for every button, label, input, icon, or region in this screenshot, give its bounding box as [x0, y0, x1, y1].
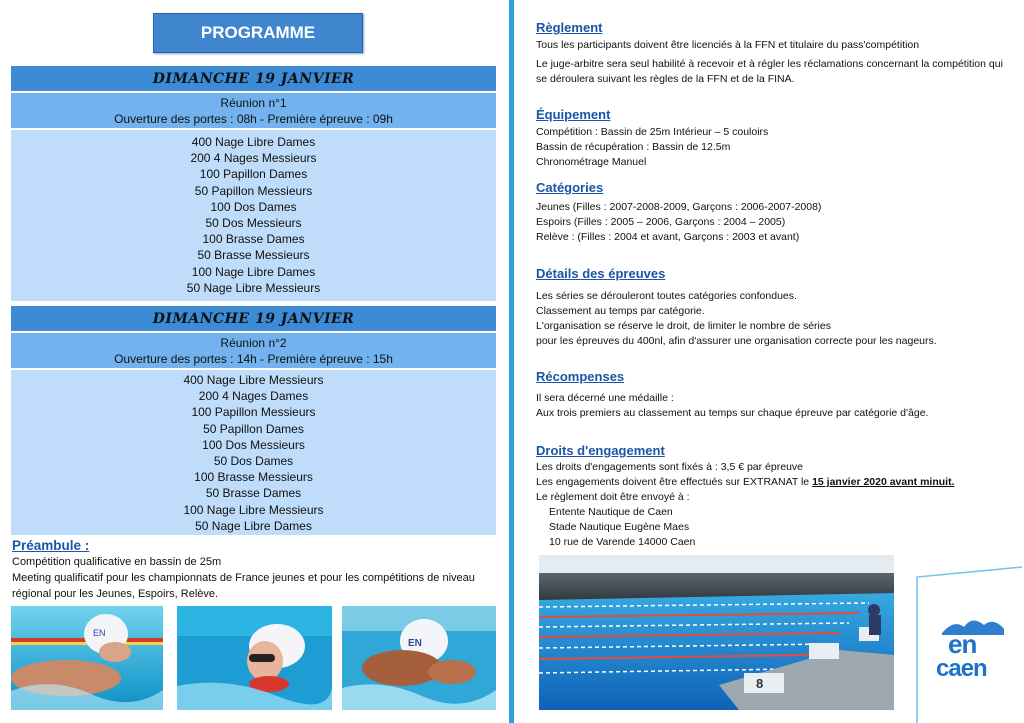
event-item: 50 Brasse Messieurs — [197, 248, 310, 263]
preamble-line: Compétition qualificative en bassin de 25m — [12, 556, 222, 568]
details-line: L'organisation se réserve le droit, de limiter le nombre de séries — [536, 320, 831, 332]
reglement-title: Règlement — [536, 20, 603, 35]
lane-number-text: 8 — [756, 676, 764, 691]
session-1-events — [11, 130, 496, 301]
details-line: Classement au temps par catégorie. — [536, 305, 705, 317]
session-1-reunion — [11, 93, 496, 128]
swimmer-photo-1 — [11, 606, 163, 710]
droits-line — [536, 475, 1016, 490]
categories-line: Espoirs (Filles : 2005 – 2006, Garçons : 2004 – 2005) — [536, 216, 786, 228]
cap-logo-text: EN — [408, 638, 422, 649]
address-line: 10 rue de Varende 14000 Caen — [549, 536, 696, 548]
programme-banner: PROGRAMME — [153, 13, 363, 53]
event-item: 200 4 Nages Dames — [198, 389, 309, 404]
event-item: 200 4 Nages Messieurs — [190, 151, 317, 166]
event-item: 100 Nage Libre Dames — [191, 264, 316, 279]
event-item: 100 Dos Messieurs — [202, 437, 305, 452]
address-line: Stade Nautique Eugène Maes — [549, 521, 690, 533]
session-1-day-header: DIMANCHE 19 JANVIER — [11, 66, 496, 91]
session-2-hours: Ouverture des portes : 14h - Première épreuve : 15h — [114, 352, 393, 366]
session-2-reunion-number: Réunion n°2 — [220, 336, 287, 350]
equipement-title: Équipement — [536, 107, 611, 122]
reglement-line: Tous les participants doivent être licenciés à la FFN et titulaire du pass'compétition — [536, 39, 920, 51]
categories-line: Jeunes (Filles : 2007-2008-2009, Garçons : 2006-2007-2008) — [536, 201, 822, 213]
swimmer-photo-2 — [177, 606, 332, 710]
droits-line: Les droits d'engagements sont fixés à : 3,5 € par épreuve — [536, 461, 804, 473]
event-item: 50 Dos Messieurs — [205, 215, 302, 230]
pool-photo — [539, 555, 894, 710]
session-1-hours: Ouverture des portes : 08h - Première épreuve : 09h — [114, 112, 393, 126]
event-item: 50 Nage Libre Dames — [195, 518, 312, 533]
event-item: 50 Dos Dames — [213, 453, 294, 468]
event-item: 50 Brasse Dames — [205, 486, 302, 501]
categories-title: Catégories — [536, 180, 604, 195]
event-item: 400 Nage Libre Messieurs — [183, 373, 324, 387]
session-1-reunion-number: Réunion n°1 — [220, 96, 287, 110]
preamble-title: Préambule : — [12, 538, 90, 553]
recompenses-line: Aux trois premiers au classement au temps sur chaque épreuve par catégorie d'âge. — [536, 407, 929, 419]
recompenses-line: Il sera décerné une médaille : — [536, 392, 674, 404]
event-item: 100 Dos Dames — [210, 199, 297, 214]
event-item: 100 Papillon Dames — [199, 167, 308, 182]
event-item: 100 Brasse Messieurs — [194, 470, 313, 485]
equipement-text — [536, 125, 1016, 170]
equipement-line: Bassin de récupération : Bassin de 12.5m — [536, 141, 731, 153]
details-line: Les séries se dérouleront toutes catégories confondues. — [536, 290, 797, 302]
droits-title: Droits d'engagement — [536, 443, 665, 458]
event-item: 100 Brasse Dames — [202, 232, 305, 247]
droits-line-text: Les engagements doivent être effectués sur EXTRANAT le — [536, 476, 813, 488]
preamble-text — [12, 554, 502, 602]
right-page — [514, 0, 1024, 723]
categories-line: Relève : (Filles : 2004 et avant, Garçons : 2003 et avant) — [536, 231, 800, 243]
categories-text — [536, 200, 1016, 245]
equipement-line: Chronométrage Manuel — [536, 156, 647, 168]
event-item: 100 Nage Libre Messieurs — [183, 502, 324, 517]
event-item: 400 Nage Libre Dames — [191, 135, 316, 149]
event-item: 50 Papillon Messieurs — [194, 183, 313, 198]
recompenses-title: Récompenses — [536, 369, 625, 384]
event-item: 50 Nage Libre Messieurs — [186, 280, 321, 295]
session-2-reunion — [11, 333, 496, 368]
swimmer-photo-3 — [342, 606, 496, 710]
session-2-events — [11, 370, 496, 535]
details-line: pour les épreuves du 400nl, afin d'assurer une organisation correcte pour les nageurs. — [536, 335, 937, 347]
reglement-line: Le juge-arbitre sera seul habilité à recevoir et à régler les réclamations concernant la compétition qui se déroulera suivant les règles de la FFN et de la FINA. — [536, 58, 1003, 85]
deadline-text: 15 janvier 2020 avant minuit. — [812, 476, 955, 488]
logo-en-text: en — [948, 629, 977, 659]
club-logo-area — [914, 565, 1024, 723]
details-title: Détails des épreuves — [536, 266, 666, 281]
session-2-day-header: DIMANCHE 19 JANVIER — [11, 306, 496, 331]
reglement-text — [536, 38, 1016, 87]
details-text — [536, 289, 1016, 349]
droits-line: Le règlement doit être envoyé à : — [536, 491, 690, 503]
left-page — [0, 0, 508, 723]
event-item: 50 Papillon Dames — [203, 421, 304, 436]
logo-caen-text: caen — [936, 655, 987, 682]
equipement-line: Compétition : Bassin de 25m Intérieur – 5 couloirs — [536, 126, 769, 138]
address-line: Entente Nautique de Caen — [549, 506, 673, 518]
recompenses-text — [536, 391, 1016, 421]
event-item: 100 Papillon Messieurs — [191, 405, 316, 420]
cap-logo-text: EN — [93, 628, 106, 638]
droits-text — [536, 460, 1016, 550]
preamble-line: Meeting qualificatif pour les championnats de France jeunes et pour les compétitions de niveau régional pour les Jeunes, Espoirs, Relève. — [12, 572, 475, 600]
